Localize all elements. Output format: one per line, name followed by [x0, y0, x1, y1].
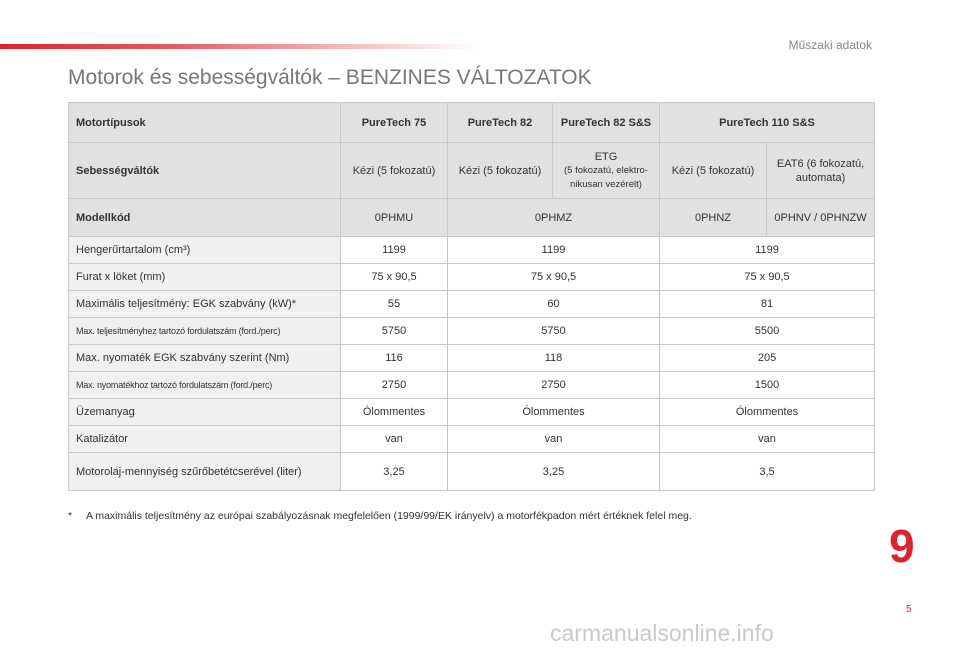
- row-value-3: 1500: [660, 372, 875, 399]
- row-value-2: 1199: [448, 237, 660, 264]
- row-value-3: van: [660, 426, 875, 453]
- row-value-1: 75 x 90,5: [341, 264, 448, 291]
- top-accent-bar: [0, 44, 480, 49]
- cell-pt82ss: PureTech 82 S&S: [553, 103, 660, 143]
- table-row: [69, 318, 875, 345]
- footnote-text: A maximális teljesítmény az európai szabályozásnak megfelelően (1999/99/EK irányelv) a motorfékpadon mért értéknek felel meg.: [86, 510, 692, 522]
- row-label: Motorolaj-mennyiség szűrőbetétcserével (liter): [69, 453, 341, 491]
- cell-valtok-label: Sebességváltók: [69, 143, 341, 199]
- section-header: Műszaki adatok: [788, 38, 872, 52]
- row-label: Furat x löket (mm): [69, 264, 341, 291]
- cell-valto-5: EAT6 (6 fokozatú, automata): [767, 143, 875, 199]
- cell-valto-3: [553, 143, 660, 199]
- row-label: Max. teljesítményhez tartozó fordulatszám (ford./perc): [69, 318, 341, 345]
- cell-modell-2: 0PHMZ: [448, 199, 660, 237]
- cell-motortipusok-label: Motortípusok: [69, 103, 341, 143]
- cell-valto-4: Kézi (5 fokozatú): [660, 143, 767, 199]
- row-label: Maximális teljesítmény: EGK szabvány (kW)*: [69, 291, 341, 318]
- row-valtok: [69, 143, 875, 199]
- row-value-2: 5750: [448, 318, 660, 345]
- row-value-3: 3,5: [660, 453, 875, 491]
- page-title: Motorok és sebességváltók – BENZINES VÁLTOZATOK: [68, 66, 592, 89]
- row-value-1: 1199: [341, 237, 448, 264]
- row-value-1: Ólommentes: [341, 399, 448, 426]
- row-value-1: 55: [341, 291, 448, 318]
- table-row: [69, 264, 875, 291]
- table-row: [69, 372, 875, 399]
- row-label: Üzemanyag: [69, 399, 341, 426]
- row-label: Hengerűrtartalom (cm³): [69, 237, 341, 264]
- cell-pt82: PureTech 82: [448, 103, 553, 143]
- chapter-number: 9: [889, 520, 915, 572]
- row-value-3: 75 x 90,5: [660, 264, 875, 291]
- cell-pt110: PureTech 110 S&S: [660, 103, 875, 143]
- row-value-1: 3,25: [341, 453, 448, 491]
- cell-modell-4: 0PHNV / 0PHNZW: [767, 199, 875, 237]
- row-value-2: 3,25: [448, 453, 660, 491]
- row-value-2: 60: [448, 291, 660, 318]
- table-row: [69, 453, 875, 491]
- row-motortipusok: [69, 103, 875, 143]
- row-value-1: 116: [341, 345, 448, 372]
- row-value-2: 75 x 90,5: [448, 264, 660, 291]
- cell-valto-3-main: ETG: [594, 150, 618, 163]
- row-value-3: 205: [660, 345, 875, 372]
- footnote: [68, 510, 692, 522]
- table-row: [69, 399, 875, 426]
- cell-valto-1: Kézi (5 fokozatú): [341, 143, 448, 199]
- row-label: Katalizátor: [69, 426, 341, 453]
- cell-modell-1: 0PHMU: [341, 199, 448, 237]
- cell-modellkod-label: Modellkód: [69, 199, 341, 237]
- cell-valto-3-sub: (5 fokozatú, elektro-nikusan vezérelt): [564, 164, 648, 190]
- row-label: Max. nyomaték EGK szabvány szerint (Nm): [69, 345, 341, 372]
- table-row: [69, 426, 875, 453]
- row-value-1: 2750: [341, 372, 448, 399]
- row-value-2: Ólommentes: [448, 399, 660, 426]
- page-number: 5: [906, 604, 912, 615]
- row-value-2: 118: [448, 345, 660, 372]
- row-value-1: van: [341, 426, 448, 453]
- spec-table: [68, 102, 875, 491]
- table-row: [69, 237, 875, 264]
- row-value-3: Ólommentes: [660, 399, 875, 426]
- footnote-mark: *: [68, 510, 73, 522]
- watermark: carmanualsonline.info: [550, 620, 774, 646]
- row-value-3: 5500: [660, 318, 875, 345]
- row-modellkod: [69, 199, 875, 237]
- table-row: [69, 291, 875, 318]
- row-value-1: 5750: [341, 318, 448, 345]
- row-value-2: 2750: [448, 372, 660, 399]
- row-label: Max. nyomatékhoz tartozó fordulatszám (ford./perc): [69, 372, 341, 399]
- row-value-2: van: [448, 426, 660, 453]
- row-value-3: 1199: [660, 237, 875, 264]
- cell-valto-2: Kézi (5 fokozatú): [448, 143, 553, 199]
- cell-modell-3: 0PHNZ: [660, 199, 767, 237]
- cell-pt75: PureTech 75: [341, 103, 448, 143]
- row-value-3: 81: [660, 291, 875, 318]
- table-row: [69, 345, 875, 372]
